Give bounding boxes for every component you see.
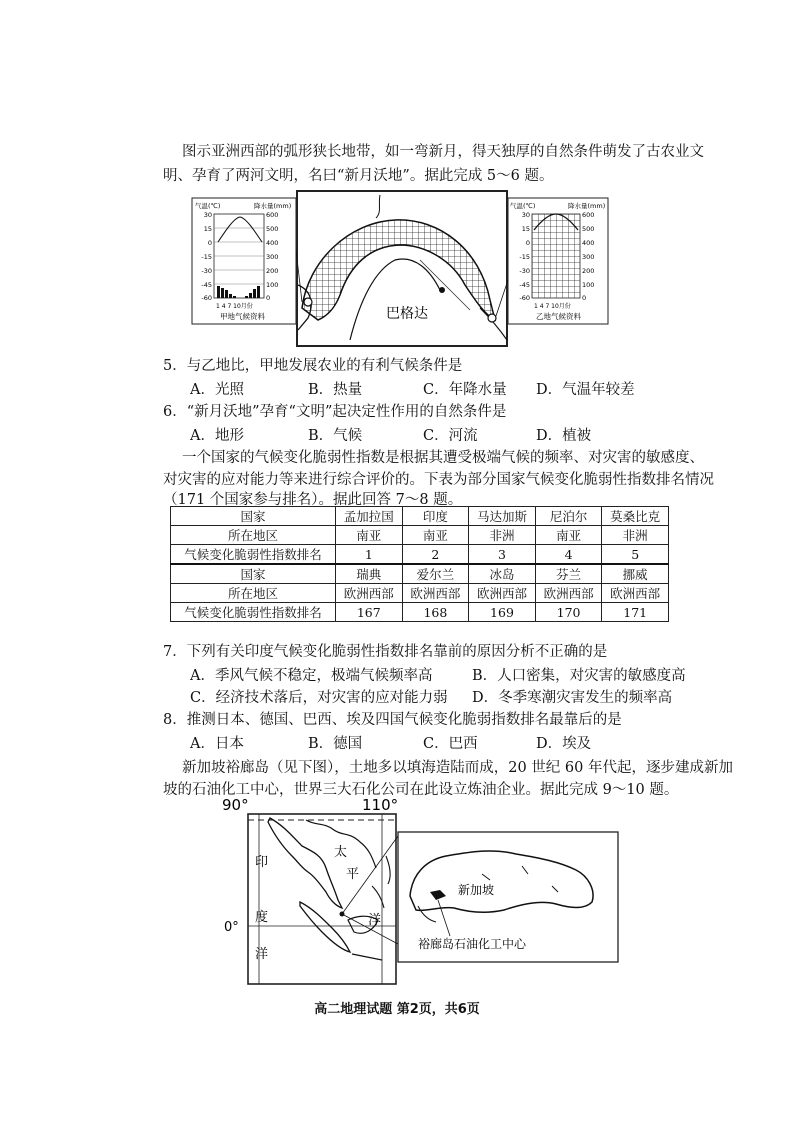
pacific-char-1: 太 [334, 845, 348, 860]
intro1-line1: 图示亚洲西部的弧形狭长地带，如一弯新月，得天独厚的自然条件萌发了古农业文 [182, 144, 704, 160]
intro2-line2: 对灾害的应对能力等来进行综合评价的。下表为部分国家气候变化脆弱性指数排名情况 [163, 472, 714, 488]
table-row: 气候变化脆弱性指数排名 167 168 169 170 171 [171, 603, 669, 622]
svg-text:500: 500 [266, 225, 279, 233]
svg-text:600: 600 [582, 211, 595, 219]
climate-chart-a [192, 198, 302, 324]
svg-text:200: 200 [266, 267, 279, 275]
svg-text:-45: -45 [201, 281, 212, 289]
baghdad-marker [439, 287, 445, 293]
crescent-figure [190, 190, 610, 350]
q7-option-d[interactable]: D．冬季寒潮灾害发生的频率高 [472, 690, 673, 706]
svg-text:降水量(mm): 降水量(mm) [254, 202, 292, 210]
singapore-figure [222, 796, 642, 992]
climate-chart-b [496, 198, 608, 324]
lon-90-label: 90° [222, 796, 249, 814]
intro1-line2: 明、孕育了两河文明，名曰“新月沃地”。据此完成 5～6 题。 [163, 168, 554, 184]
svg-text:400: 400 [582, 239, 595, 247]
svg-text:15: 15 [521, 225, 530, 233]
intro2-line1: 一个国家的气候变化脆弱性指数是根据其遭受极端气候的频率、对灾害的敏感度、 [182, 450, 704, 466]
q6-option-d[interactable]: D．植被 [536, 428, 592, 444]
svg-text:400: 400 [266, 239, 279, 247]
svg-text:-30: -30 [519, 267, 530, 275]
svg-text:0: 0 [207, 239, 212, 247]
q7-stem: 7．下列有关印度气候变化脆弱性指数排名靠前的原因分析不正确的是 [163, 644, 608, 660]
svg-text:600: 600 [266, 211, 279, 219]
q8-option-d[interactable]: D．埃及 [536, 736, 592, 752]
svg-text:30: 30 [203, 211, 212, 219]
climate-b-caption: 乙地气候资料 [536, 312, 581, 321]
singapore-label: 新加坡 [458, 883, 495, 897]
table-row: 国家 孟加拉国 印度 马达加斯 尼泊尔 莫桑比克 [171, 507, 669, 526]
svg-text:1 4 7 10月份: 1 4 7 10月份 [534, 303, 571, 310]
svg-text:气温(℃): 气温(℃) [195, 202, 221, 210]
svg-text:-15: -15 [201, 253, 212, 261]
svg-text:100: 100 [266, 281, 279, 289]
q6-option-b[interactable]: B．气候 [308, 428, 363, 444]
svg-text:500: 500 [582, 225, 595, 233]
intro3-line1: 新加坡裕廊岛（见下图），土地多以填海造陆而成，20 世纪 60 年代起，逐步建成新加 [182, 760, 733, 776]
q5-option-c[interactable]: C．年降水量 [423, 382, 507, 398]
q7-option-c[interactable]: C．经济技术落后，对灾害的应对能力弱 [190, 690, 448, 706]
climate-a-caption: 甲地气候资料 [220, 312, 265, 321]
svg-text:100: 100 [582, 281, 595, 289]
table-row: 气候变化脆弱性指数排名 1 2 3 4 5 [171, 545, 669, 565]
svg-text:200: 200 [582, 267, 595, 275]
q6-stem: 6．“新月沃地”孕育“文明”起决定性作用的自然条件是 [163, 404, 507, 420]
svg-text:-45: -45 [519, 281, 530, 289]
q7-option-b[interactable]: B．人口密集，对灾害的敏感度高 [472, 668, 686, 684]
indian-ocean-char-2: 度 [255, 910, 269, 925]
pacific-char-2: 平 [346, 867, 360, 882]
baghdad-label: 巴格达 [386, 306, 428, 322]
q5-option-a[interactable]: A．光照 [190, 382, 244, 398]
indian-ocean-char-3: 洋 [255, 947, 269, 962]
vulnerability-index-table [170, 506, 669, 622]
svg-text:1 4 7 10月份: 1 4 7 10月份 [216, 303, 253, 310]
q6-option-c[interactable]: C．河流 [423, 428, 478, 444]
svg-text:0: 0 [525, 239, 530, 247]
svg-text:15: 15 [203, 225, 212, 233]
q8-option-b[interactable]: B．德国 [308, 736, 363, 752]
svg-text:降水量(mm): 降水量(mm) [568, 202, 606, 210]
q8-option-c[interactable]: C．巴西 [423, 736, 478, 752]
table-row: 所在地区 欧洲西部 欧洲西部 欧洲西部 欧洲西部 欧洲西部 [171, 584, 669, 603]
q6-option-a[interactable]: A．地形 [190, 428, 244, 444]
svg-text:0: 0 [266, 294, 271, 302]
q5-stem: 5．与乙地比，甲地发展农业的有利气候条件是 [163, 358, 463, 374]
jurong-label: 裕廊岛石油化工中心 [418, 937, 527, 951]
q5-option-d[interactable]: D．气温年较差 [536, 382, 635, 398]
svg-text:300: 300 [266, 253, 279, 261]
site-a-marker [304, 298, 312, 306]
svg-text:-30: -30 [201, 267, 212, 275]
site-b-marker [488, 314, 496, 322]
table-row: 国家 瑞典 爱尔兰 冰岛 芬兰 挪威 [171, 564, 669, 584]
svg-text:-60: -60 [519, 294, 530, 302]
pacific-char-3: 洋 [368, 913, 382, 928]
q7-option-a[interactable]: A．季风气候不稳定，极端气候频率高 [190, 668, 433, 684]
lon-110-label: 110° [362, 796, 399, 814]
q8-stem: 8．推测日本、德国、巴西、埃及四国气候变化脆弱指数排名最靠后的是 [163, 712, 622, 728]
table-row: 所在地区 南亚 南亚 非洲 南亚 非洲 [171, 526, 669, 545]
indian-ocean-char-1: 印 [255, 855, 269, 870]
svg-text:-60: -60 [201, 294, 212, 302]
page-footer: 高二地理试题 第2页，共6页 [314, 1002, 480, 1017]
svg-text:气温(℃): 气温(℃) [510, 202, 536, 210]
lat-0-label: 0° [224, 920, 239, 935]
svg-text:-15: -15 [519, 253, 530, 261]
q5-option-b[interactable]: B．热量 [308, 382, 363, 398]
svg-text:30: 30 [521, 211, 530, 219]
svg-text:0: 0 [582, 294, 587, 302]
intro2-line3: （171 个国家参与排名）。据此回答 7～8 题。 [163, 492, 463, 508]
svg-text:300: 300 [582, 253, 595, 261]
intro3-line2: 坡的石油化工中心，世界三大石化公司在此设立炼油企业。据此完成 9～10 题。 [163, 782, 679, 798]
q8-option-a[interactable]: A．日本 [190, 736, 244, 752]
